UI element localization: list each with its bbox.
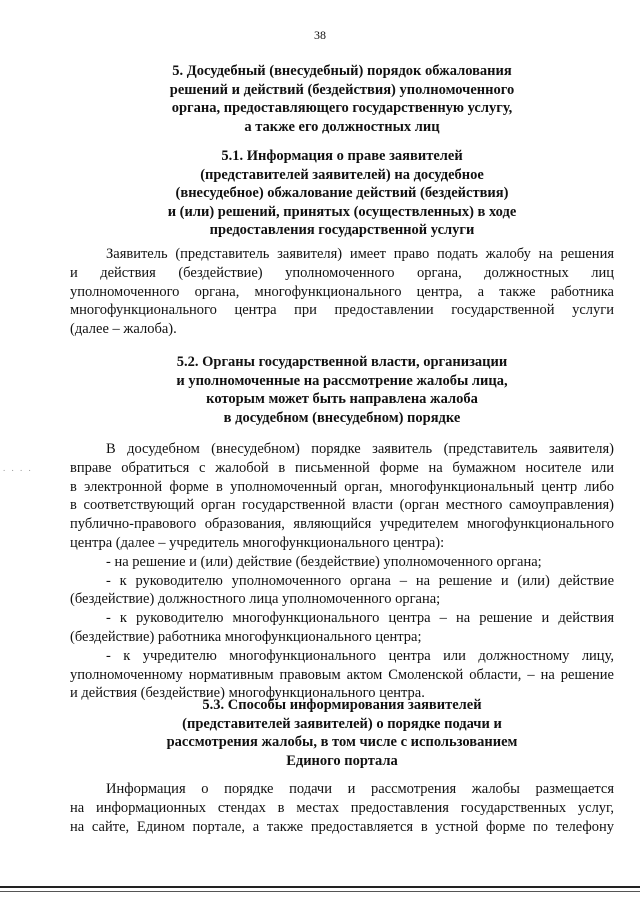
section-5-heading bbox=[70, 62, 614, 136]
page-number: 38 bbox=[314, 28, 326, 42]
heading-line: в досудебном (внесудебном) порядке bbox=[223, 409, 461, 426]
heading-line: и (или) решений, принятых (осуществленных) в ходе bbox=[167, 203, 517, 220]
section-5-1-heading bbox=[70, 147, 614, 240]
text-line: уполномоченного органа, многофункционального центра, а также работника bbox=[70, 283, 614, 300]
section-5-1-paragraph bbox=[70, 245, 614, 339]
heading-line: и уполномоченные на рассмотрение жалобы лица, bbox=[176, 372, 508, 389]
list-item: - к учредителю многофункционального центра или должностному лицу, bbox=[106, 647, 614, 664]
text-line: (бездействие) работника многофункционального центра; bbox=[70, 628, 422, 645]
list-item: - на решение и (или) действие (бездействие) уполномоченного органа; bbox=[106, 553, 542, 570]
text-line: вправе обратиться с жалобой в письменной форме на бумажном носителе или bbox=[70, 459, 614, 476]
heading-line: 5.1. Информация о праве заявителей bbox=[221, 148, 463, 164]
text-line: многофункционального центра при предоставлении государственной услуги bbox=[70, 302, 614, 319]
section-5-2-paragraph bbox=[70, 440, 614, 703]
heading-line: предоставления государственной услуги bbox=[209, 222, 475, 238]
text-line: и действия (бездействие) уполномоченного органа, должностных лиц bbox=[70, 264, 614, 281]
text-line: Заявитель (представитель заявителя) имеет право подать жалобу на решения bbox=[106, 246, 614, 262]
heading-line: 5.2. Органы государственной власти, организации bbox=[176, 354, 508, 370]
scan-margin-marks: . . . . bbox=[3, 463, 33, 473]
list-item: - к руководителю многофункционального центра – на решение и действия bbox=[106, 610, 614, 627]
text-line: в соответствующий орган государственной власти (орган местного самоуправления) bbox=[70, 497, 614, 514]
text-line: и действия (бездействие) многофункционального центра. bbox=[70, 685, 425, 702]
bottom-scan-rule bbox=[0, 886, 640, 888]
heading-line: 5.3. Способы информирования заявителей bbox=[202, 697, 482, 713]
text-line: Информация о порядке подачи и рассмотрения жалобы размещается bbox=[106, 781, 614, 797]
heading-line: а также его должностных лиц bbox=[244, 118, 440, 135]
text-line: на сайте, Едином портале, а также предоставляется в устной форме по телефону bbox=[70, 818, 614, 835]
text-line: (далее – жалоба). bbox=[70, 321, 177, 338]
section-5-2-heading bbox=[70, 353, 614, 427]
heading-line: (представителей заявителей) на досудебное bbox=[200, 166, 484, 183]
text-line: в электронной форме в уполномоченный орган, многофункциональный центр либо bbox=[70, 478, 614, 495]
heading-line: (внесудебное) обжалование действий (бездействия) bbox=[175, 185, 509, 201]
heading-line: Единого портала bbox=[286, 752, 398, 769]
text-line: публично-правового образования, являющийся учредителем многофункционального bbox=[70, 516, 614, 533]
section-5-3-heading bbox=[70, 696, 614, 770]
heading-line: которым может быть направлена жалоба bbox=[206, 391, 478, 407]
text-line: уполномоченному нормативным правовым актом Смоленской области, – на решение bbox=[70, 666, 614, 683]
heading-line: решений и действий (бездействия) уполномоченного bbox=[169, 81, 515, 98]
text-line: центра (далее – учредитель многофункционального центра): bbox=[70, 534, 445, 551]
bottom-scan-rule bbox=[0, 891, 640, 892]
text-line: В досудебном (внесудебном) порядке заявитель (представитель заявителя) bbox=[106, 441, 614, 457]
text-line: (бездействие) должностного лица уполномоченного органа; bbox=[70, 591, 441, 608]
text-line: на информационных стендах в местах предоставления государственных услуг, bbox=[70, 799, 614, 816]
heading-line: (представителей заявителей) о порядке подачи и bbox=[182, 715, 502, 732]
section-5-3-paragraph bbox=[70, 780, 614, 836]
heading-line: рассмотрения жалобы, в том числе с использованием bbox=[166, 734, 518, 750]
heading-line: органа, предоставляющего государственную услугу, bbox=[171, 100, 513, 116]
list-item: - к руководителю уполномоченного органа – на решение и (или) действие bbox=[106, 572, 614, 589]
heading-line: 5. Досудебный (внесудебный) порядок обжалования bbox=[172, 63, 512, 79]
